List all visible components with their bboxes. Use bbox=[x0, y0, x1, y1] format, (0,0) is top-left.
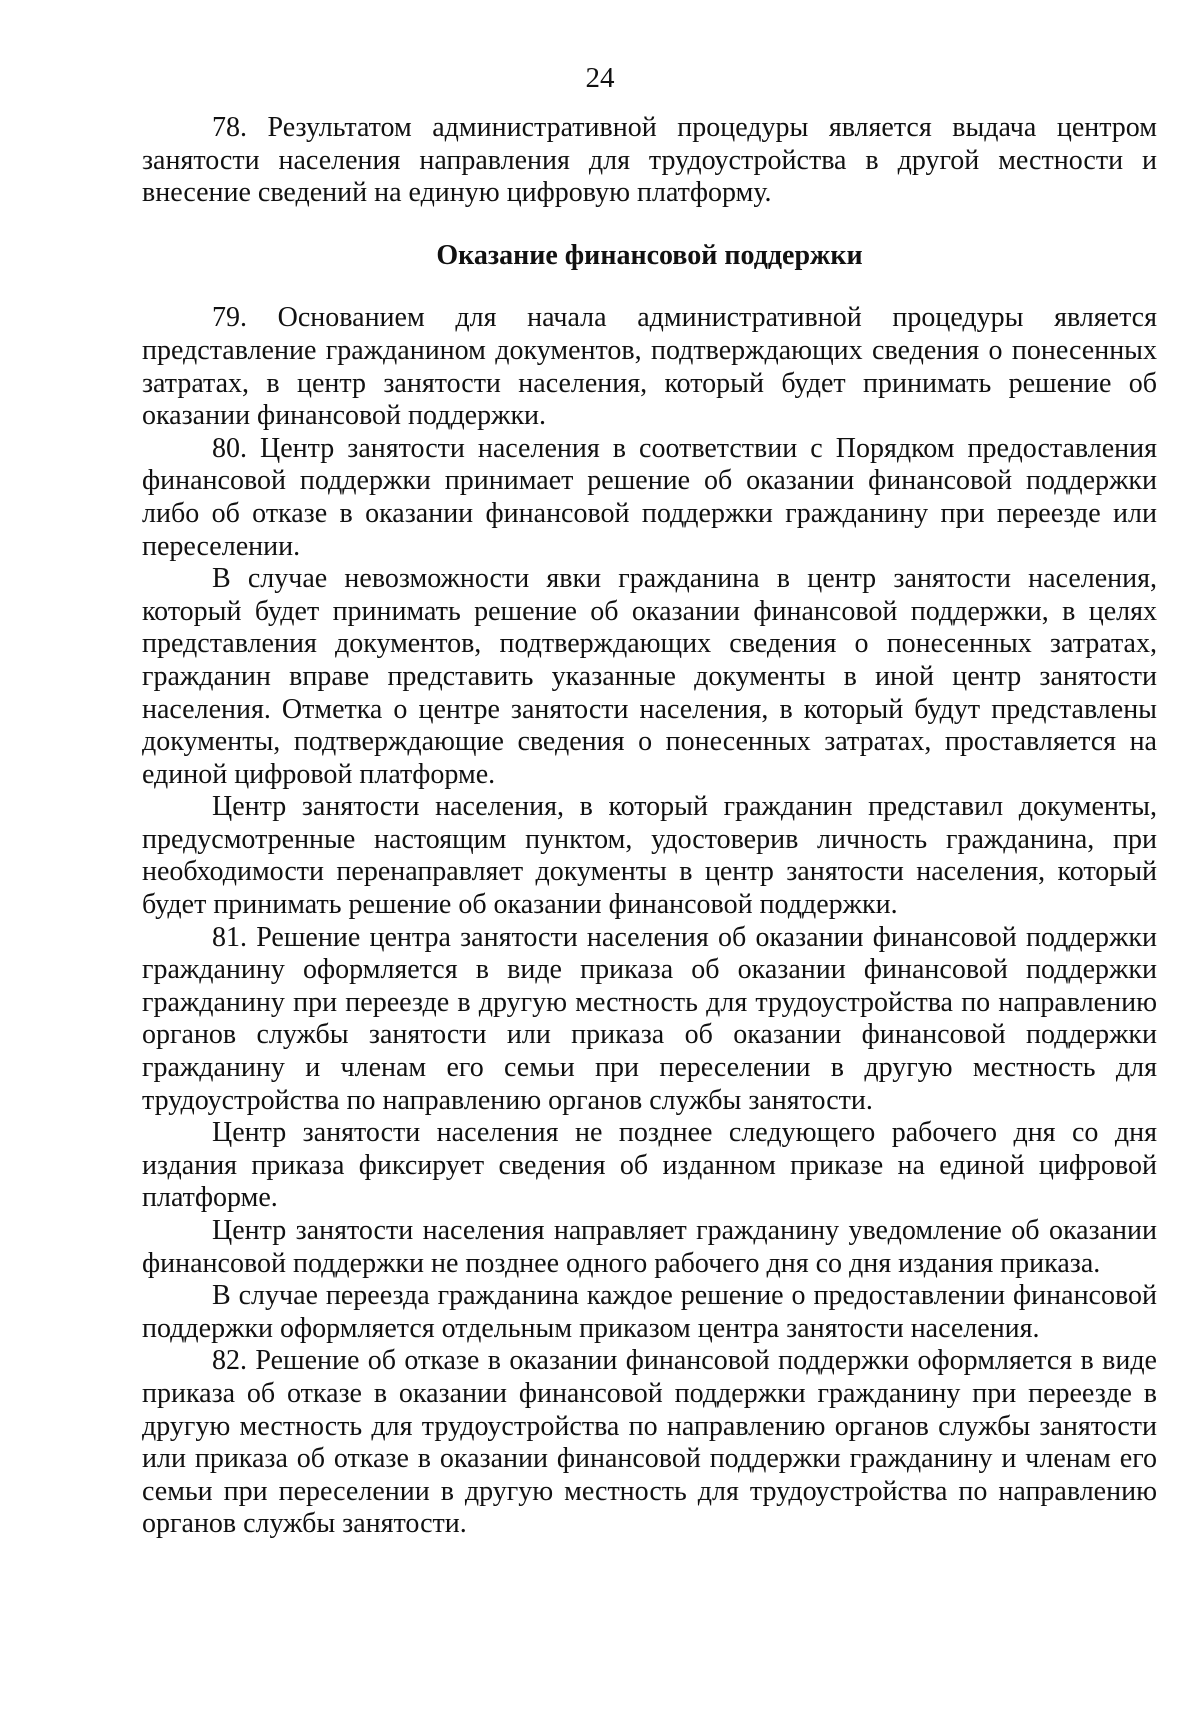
page-number: 24 bbox=[585, 62, 615, 94]
paragraph-80-absence: В случае невозможности явки гражданина в центр занятости населения, который будет принимать решение об оказании финансовой поддержки, в целях представления документов, подтверждающих сведения о понесенных затратах, гражданин вправе представить указанные документы в иной центр занятости населения. Отметка о центре занятости населения, в который будут представлены документы, подтверждающие сведения о понесенных затратах, проставляется на единой цифровой платформе. bbox=[142, 563, 1157, 790]
section-heading: Оказание финансовой поддержки bbox=[436, 239, 863, 271]
paragraph-81-notice: Центр занятости населения направляет гражданину уведомление об оказании финансовой поддержки не позднее одного рабочего дня со дня издания приказа. bbox=[142, 1215, 1157, 1279]
paragraph-80-redirect: Центр занятости населения, в который гражданин представил документы, предусмотренные настоящим пунктом, удостоверив личность гражданина, при необходимости перенаправляет документы в центр занятости населения, который будет принимать решение об оказании финансовой поддержки. bbox=[142, 791, 1157, 921]
paragraph-81: 81. Решение центра занятости населения об оказании финансовой поддержки гражданину оформляется в виде приказа об оказании финансовой поддержки гражданину при переезде в другую местность для трудоустройства по направлению органов службы занятости или приказа об оказании финансовой поддержки гражданину и членам его семьи при переселении в другую местность для трудоустройства по направлению органов службы занятости. bbox=[142, 921, 1157, 1116]
document-body bbox=[142, 112, 1157, 1541]
paragraph-80: 80. Центр занятости населения в соответствии с Порядком предоставления финансовой поддержки принимает решение об оказании финансовой поддержки либо об отказе в оказании финансовой поддержки гражданину при переезде или переселении. bbox=[142, 432, 1157, 562]
paragraph-81-separate-order: В случае переезда гражданина каждое решение о предоставлении финансовой поддержки оформляется отдельным приказом центра занятости населения. bbox=[142, 1280, 1157, 1344]
paragraph-81-record: Центр занятости населения не позднее следующего рабочего дня со дня издания приказа фиксирует сведения об изданном приказе на единой цифровой платформе. bbox=[142, 1117, 1157, 1214]
paragraph-82: 82. Решение об отказе в оказании финансовой поддержки оформляется в виде приказа об отказе в оказании финансовой поддержки гражданину при переезде в другую местность для трудоустройства по направлению органов службы занятости или приказа об отказе в оказании финансовой поддержки гражданину и членам его семьи при переселении в другую местность для трудоустройства по направлению органов службы занятости. bbox=[142, 1345, 1157, 1540]
paragraph-79: 79. Основанием для начала административной процедуры является представление гражданином документов, подтверждающих сведения о понесенных затратах, в центр занятости населения, который будет принимать решение об оказании финансовой поддержки. bbox=[142, 302, 1157, 432]
paragraph-78: 78. Результатом административной процедуры является выдача центром занятости населения направления для трудоустройства в другой местности и внесение сведений на единую цифровую платформу. bbox=[142, 112, 1157, 209]
